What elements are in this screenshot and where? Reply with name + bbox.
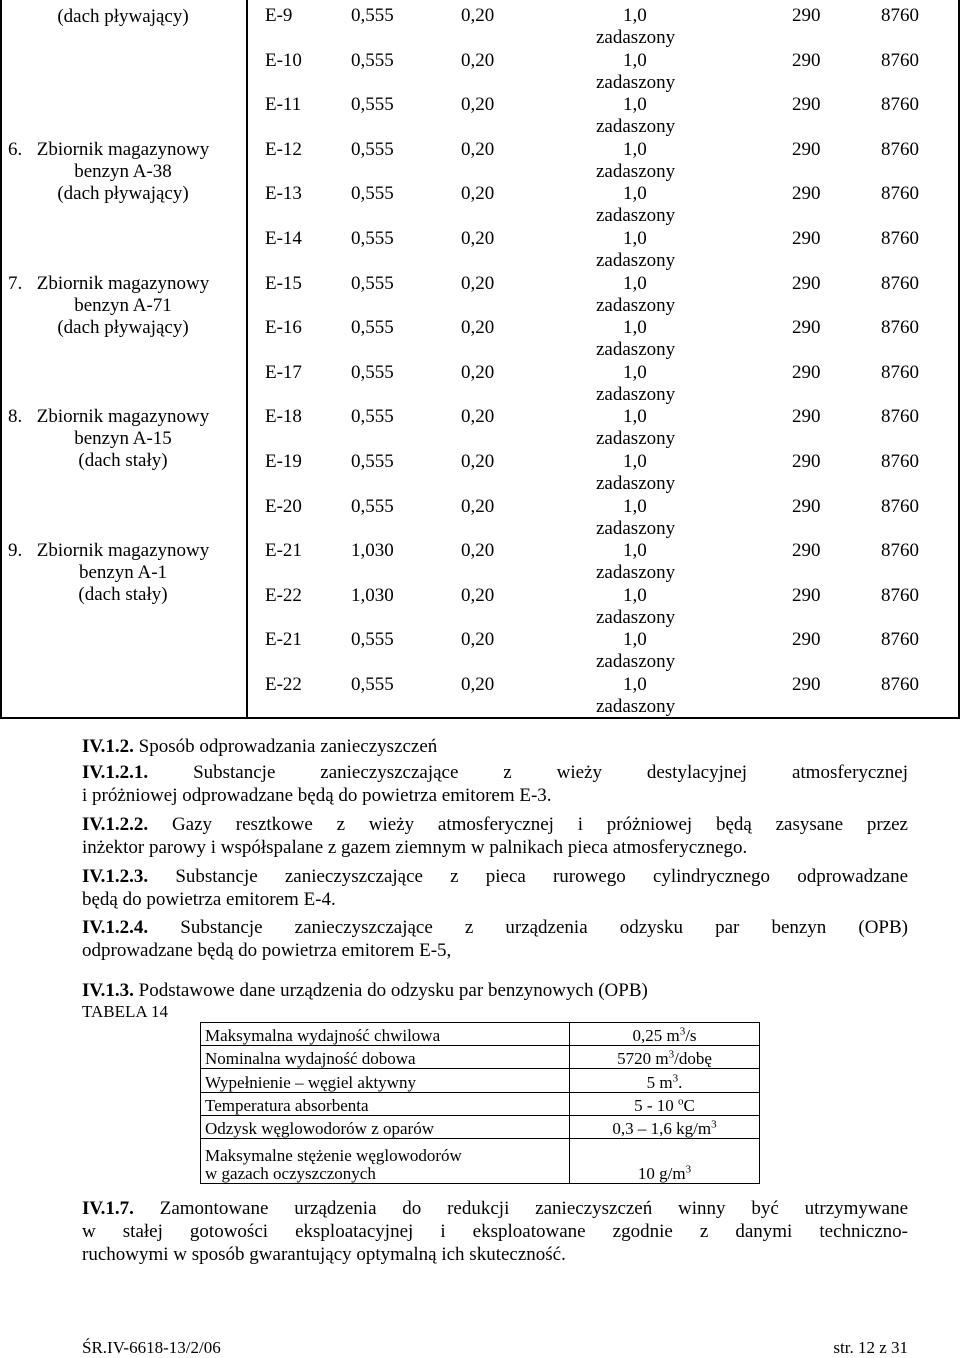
cell-hours: 8760 [881,138,919,160]
cell-note: zadaszony [596,428,676,450]
cell-value-2: 0,20 [461,674,495,695]
cell-emitter-id: E-11 [265,94,302,116]
param-value-main: 0,25 m [632,1026,680,1046]
cell-hours: 8760 [881,94,919,116]
paragraph-text: Gazy resztkowe z wieży atmosferycznej i próżniowej będą zasysane przez [171,814,908,835]
paragraph-line [82,761,908,784]
cell-height: 290 [792,138,821,160]
paragraph-text: Substancje zanieczyszczające z wieży destylacyjnej atmosferycznej [193,762,909,783]
cell-hours: 8760 [881,406,919,428]
cell-emitter-id: E-18 [265,406,302,428]
paragraph-line [82,916,908,939]
cell-height: 290 [792,49,821,71]
paragraph-number: IV.1.7. [82,1198,134,1219]
cell-value-3: 1,0 [623,584,647,606]
cell-note: zadaszony [596,160,676,182]
param-label-text: Temperatura absorbenta [205,1095,369,1115]
tank-cell [0,406,246,472]
cell-value-2: 0,20 [461,361,495,383]
cell-note: zadaszony [596,562,676,584]
param-value-unit: C [683,1095,695,1115]
cell-height: 290 [792,5,821,26]
tank-line: (dach stały) [78,450,168,471]
tank-line: benzyn A-15 [74,428,172,449]
paragraph-line: będą do powietrza emitorem E-4. [82,889,336,910]
cell-value-3: 1,0 [623,272,647,294]
table-border-left [0,0,2,718]
param-label [201,1138,570,1183]
tank-cell [0,540,246,606]
cell-value-1: 0,555 [351,138,394,160]
cell-note: zadaszony [596,294,676,316]
cell-value-3: 1,0 [623,49,647,71]
cell-value-3: 1,0 [623,94,647,116]
paragraph [82,813,908,859]
cell-note: zadaszony [596,205,676,227]
cell-note: zadaszony [596,339,676,361]
cell-value-2: 0,20 [461,183,495,205]
cell-value-3: 1,0 [623,5,647,26]
tank-number: 8. [8,406,23,427]
param-value [570,1138,760,1183]
cell-value-2: 0,20 [461,317,495,339]
cell-hours: 8760 [881,228,919,249]
paragraph-number: IV.1.2.2. [82,814,149,835]
section-number: IV.1.3. [82,980,134,1001]
param-value-sup: 3 [711,1118,717,1131]
tank-number: 6. [8,139,23,160]
tank-line: (dach stały) [78,584,168,605]
cell-hours: 8760 [881,584,919,606]
param-value [570,1023,760,1046]
cell-hours: 8760 [881,49,919,71]
tank-line: (dach pływający) [57,317,189,338]
cell-hours: 8760 [881,272,919,294]
param-label [201,1069,570,1092]
param-value-main: 5720 m [617,1049,669,1069]
table-row [201,1023,760,1046]
paragraph-text: Substancje zanieczyszczające z pieca rurowego cylindrycznego odprowadzane [175,866,909,887]
param-label [201,1092,570,1115]
cell-emitter-id: E-22 [265,584,302,606]
cell-hours: 8760 [881,674,919,695]
cell-value-1: 0,555 [351,272,394,294]
cell-hours: 8760 [881,451,919,472]
cell-value-3: 1,0 [623,183,647,205]
cell-height: 290 [792,272,821,294]
section-heading [82,736,437,758]
footer-doc-id: ŚR.IV-6618-13/2/06 [82,1338,221,1357]
tank-line: Zbiornik magazynowy [36,540,210,561]
cell-emitter-id: E-16 [265,317,302,339]
cell-note: zadaszony [596,27,676,48]
cell-value-2: 0,20 [461,540,495,562]
cell-note: zadaszony [596,651,676,673]
param-value [570,1046,760,1069]
cell-value-1: 1,030 [351,584,394,606]
param-label-text: Maksymalna wydajność chwilowa [205,1026,441,1046]
cell-value-2: 0,20 [461,495,495,517]
cell-note: zadaszony [596,116,676,138]
cell-emitter-id: E-14 [265,228,302,249]
section-number: IV.1.2. [82,736,134,757]
cell-note: zadaszony [596,606,676,628]
cell-value-3: 1,0 [623,228,647,249]
cell-height: 290 [792,451,821,472]
cell-value-3: 1,0 [623,138,647,160]
cell-emitter-id: E-15 [265,272,302,294]
cell-value-3: 1,0 [623,361,647,383]
param-label-text: Maksymalne stężenie węglowodorów [205,1146,462,1165]
param-value-unit: /dobę [674,1049,712,1069]
param-value-main: 10 g/m [637,1164,686,1183]
tank-line: Zbiornik magazynowy [36,139,210,160]
cell-note: zadaszony [596,517,676,539]
cell-note: zadaszony [596,383,676,405]
cell-emitter-id: E-19 [265,451,302,472]
param-value-unit: . [678,1072,683,1092]
paragraph [82,761,908,807]
cell-height: 290 [792,629,821,651]
param-value [570,1069,760,1092]
cell-value-2: 0,20 [461,451,495,472]
table-row [201,1046,760,1069]
paragraph [82,865,908,911]
paragraph-text: Zamontowane urządzenia do redukcji zanieczyszczeń winny być utrzymywane [159,1198,908,1219]
cell-value-1: 0,555 [351,629,394,651]
param-label-text: Wypełnienie – węgiel aktywny [205,1072,416,1092]
cell-emitter-id: E-10 [265,49,302,71]
cell-value-3: 1,0 [623,495,647,517]
cell-value-1: 0,555 [351,228,394,249]
paragraph-line [82,813,908,836]
tank-line: benzyn A-38 [74,161,172,182]
cell-height: 290 [792,183,821,205]
paragraph-line: ruchowymi w sposób gwarantujący optymalną ich skuteczność. [82,1244,566,1265]
tank-cell [0,273,246,339]
param-value-sup: o [678,1095,684,1108]
cell-value-1: 0,555 [351,94,394,116]
cell-emitter-id: E-20 [265,495,302,517]
tank-cell [0,139,246,205]
cell-value-1: 0,555 [351,183,394,205]
cell-value-2: 0,20 [461,406,495,428]
tank-line: benzyn A-1 [78,562,168,583]
cell-height: 290 [792,94,821,116]
cell-hours: 8760 [881,361,919,383]
cell-value-3: 1,0 [623,451,647,472]
paragraph-number: IV.1.2.1. [82,762,149,783]
param-value-sup: 3 [672,1071,679,1084]
cell-value-1: 1,030 [351,540,394,562]
paragraph-line: i próżniowej odprowadzane będą do powietrza emitorem E-3. [82,785,552,806]
paragraph-line: inżektor parowy i współspalane z gazem ziemnym w palnikach pieca atmosferycznego. [82,837,748,858]
param-value-main: 5 - 10 [634,1095,679,1115]
paragraph-line: odprowadzane będą do powietrza emitorem E-5, [82,940,452,961]
paragraph-line [82,865,908,888]
param-label-text: Odzysk węglowodorów z oparów [205,1118,434,1138]
cell-value-3: 1,0 [623,317,647,339]
cell-emitter-id: E-21 [265,629,302,651]
cell-note: zadaszony [596,71,676,93]
table-border-bottom [0,717,960,719]
param-label [201,1115,570,1138]
param-value-main: 5 m [646,1072,673,1092]
cell-hours: 8760 [881,629,919,651]
param-label-text: w gazach oczyszczonych [205,1164,376,1183]
cell-hours: 8760 [881,540,919,562]
cell-hours: 8760 [881,317,919,339]
cell-hours: 8760 [881,5,919,26]
tank-line: benzyn A-71 [74,295,172,316]
param-value-sup: 3 [685,1163,692,1176]
cell-value-1: 0,555 [351,361,394,383]
param-value-sup: 3 [679,1025,686,1038]
param-label [201,1023,570,1046]
tank-number: 9. [8,540,23,561]
cell-note: zadaszony [596,696,676,717]
cell-hours: 8760 [881,183,919,205]
cell-value-2: 0,20 [461,629,495,651]
cell-value-3: 1,0 [623,629,647,651]
param-value [570,1115,760,1138]
cell-height: 290 [792,584,821,606]
tank-line: (dach pływający) [57,6,189,27]
param-value-sup: 3 [668,1048,675,1061]
cell-value-3: 1,0 [623,674,647,695]
table-row [201,1069,760,1092]
cell-height: 290 [792,406,821,428]
cell-value-2: 0,20 [461,49,495,71]
param-value [570,1092,760,1115]
cell-value-3: 1,0 [623,406,647,428]
cell-height: 290 [792,361,821,383]
cell-value-1: 0,555 [351,451,394,472]
cell-value-2: 0,20 [461,94,495,116]
cell-note: zadaszony [596,250,676,271]
cell-value-3: 1,0 [623,540,647,562]
tank-number: 7. [8,273,23,294]
cell-value-2: 0,20 [461,272,495,294]
cell-value-1: 0,555 [351,406,394,428]
table-row [201,1092,760,1115]
cell-height: 290 [792,674,821,695]
table-border-col [246,0,248,718]
cell-value-2: 0,20 [461,228,495,249]
opb-data-table [200,1022,760,1184]
cell-value-1: 0,555 [351,495,394,517]
table-border-right [958,0,960,718]
footer-page-number: str. 12 z 31 [833,1338,908,1357]
cell-value-1: 0,555 [351,5,394,26]
tank-line: Zbiornik magazynowy [36,406,210,427]
cell-height: 290 [792,495,821,517]
param-label-text: Nominalna wydajność dobowa [205,1049,416,1069]
cell-emitter-id: E-9 [265,5,293,26]
table-row [201,1115,760,1138]
cell-value-1: 0,555 [351,674,394,695]
tank-line: Zbiornik magazynowy [36,273,210,294]
section-title: Podstawowe dane urządzenia do odzysku par benzynowych (OPB) [138,980,648,1001]
paragraph [82,916,908,962]
paragraph-number: IV.1.2.4. [82,917,149,938]
param-value-main: 0,3 – 1,6 kg/m [612,1118,712,1138]
cell-value-2: 0,20 [461,138,495,160]
tank-cell [0,6,246,28]
section-title: Sposób odprowadzania zanieczyszczeń [138,736,438,757]
paragraph-line: w stałej gotowości eksploatacyjnej i eksploatowane zgodnie z danymi techniczno- [82,1221,908,1242]
param-value-unit: /s [685,1026,697,1046]
cell-note: zadaszony [596,473,676,494]
paragraph-number: IV.1.2.3. [82,866,149,887]
cell-height: 290 [792,317,821,339]
cell-value-2: 0,20 [461,5,495,26]
cell-emitter-id: E-17 [265,361,302,383]
cell-value-1: 0,555 [351,317,394,339]
section-heading [82,980,648,1002]
paragraph-line [82,1197,908,1220]
cell-height: 290 [792,228,821,249]
cell-height: 290 [792,540,821,562]
cell-value-1: 0,555 [351,49,394,71]
tank-line: (dach pływający) [57,183,189,204]
param-label [201,1046,570,1069]
cell-value-2: 0,20 [461,584,495,606]
cell-emitter-id: E-22 [265,674,302,695]
table-row [201,1138,760,1183]
paragraph [82,1197,908,1266]
cell-emitter-id: E-21 [265,540,302,562]
table-label: TABELA 14 [82,1002,168,1021]
cell-emitter-id: E-12 [265,138,302,160]
paragraph-text: Substancje zanieczyszczające z urządzenia odzysku par benzyn (OPB) [180,917,908,938]
cell-hours: 8760 [881,495,919,517]
cell-emitter-id: E-13 [265,183,302,205]
